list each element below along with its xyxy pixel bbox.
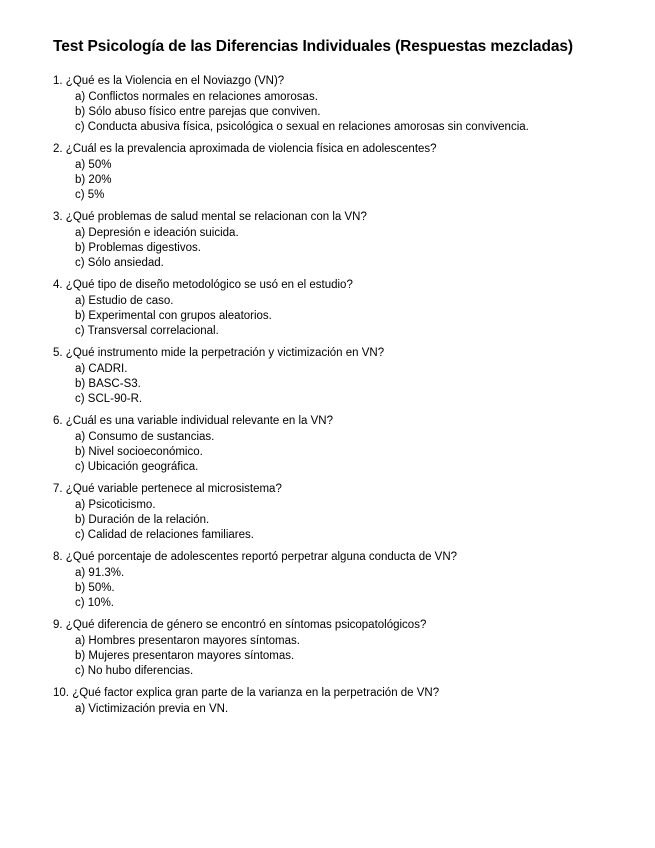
question-item [53,345,633,407]
option-a: a) Psicoticismo. [75,499,156,511]
question-line [53,73,633,89]
option-list [53,90,633,135]
option-list [53,498,633,543]
question-item [53,617,633,679]
option-a: a) 50% [75,159,112,171]
option-c: c) Conducta abusiva física, psicológica o sexual en relaciones amorosas sin convivencia. [75,121,529,133]
question-number: 5. [53,347,63,359]
question-number: 4. [53,279,63,291]
option-c: c) SCL-90-R. [75,393,143,405]
option-a: a) Conflictos normales en relaciones amorosas. [75,91,318,103]
question-text: ¿Cuál es una variable individual relevante en la VN? [65,415,334,427]
question-line [53,481,633,497]
question-item [53,141,633,203]
question-item [53,209,633,271]
option-b: b) Nivel socioeconómico. [75,446,203,458]
option-b: b) Mujeres presentaron mayores síntomas. [75,650,295,662]
question-number: 7. [53,483,63,495]
option-b: b) Duración de la relación. [75,514,210,526]
question-number: 9. [53,619,63,631]
question-number: 8. [53,551,63,563]
question-item [53,413,633,475]
option-c: c) 5% [75,189,105,201]
question-text: ¿Qué porcentaje de adolescentes reportó perpetrar alguna conducta de VN? [65,551,458,563]
question-line [53,413,633,429]
question-line [53,549,633,565]
option-list [53,294,633,339]
question-text: ¿Qué diferencia de género se encontró en síntomas psicopatológicos? [65,619,427,631]
option-b: b) BASC-S3. [75,378,141,390]
question-line [53,617,633,633]
option-list [53,226,633,271]
option-c: c) No hubo diferencias. [75,665,194,677]
question-item [53,685,633,717]
question-line [53,685,633,701]
question-text: ¿Qué es la Violencia en el Noviazgo (VN)? [65,75,285,87]
option-b: b) 50%. [75,582,115,594]
question-number: 2. [53,143,63,155]
option-a: a) Hombres presentaron mayores síntomas. [75,635,300,647]
question-number: 10. [53,687,69,699]
option-b: b) Sólo abuso físico entre parejas que conviven. [75,106,321,118]
option-a: a) Victimización previa en VN. [75,703,229,715]
question-item [53,549,633,611]
option-a: a) Consumo de sustancias. [75,431,215,443]
question-text: ¿Qué problemas de salud mental se relacionan con la VN? [65,211,367,223]
question-number: 1. [53,75,63,87]
option-c: c) Sólo ansiedad. [75,257,164,269]
option-c: c) Transversal correlacional. [75,325,219,337]
question-item [53,277,633,339]
question-item [53,481,633,543]
question-text: ¿Qué tipo de diseño metodológico se usó en el estudio? [65,279,353,291]
option-list [53,362,633,407]
question-line [53,141,633,157]
option-a: a) CADRI. [75,363,128,375]
question-text: ¿Qué instrumento mide la perpetración y victimización en VN? [65,347,385,359]
question-item [53,73,633,135]
question-number: 6. [53,415,63,427]
question-text: ¿Qué variable pertenece al microsistema? [65,483,282,495]
question-number: 3. [53,211,63,223]
document-title: Test Psicología de las Diferencias Individuales (Respuestas mezcladas) [53,38,573,55]
option-b: b) 20% [75,174,112,186]
option-c: c) 10%. [75,597,114,609]
option-c: c) Calidad de relaciones familiares. [75,529,254,541]
question-line [53,209,633,225]
question-line [53,345,633,361]
option-list [53,702,633,717]
option-b: b) Experimental con grupos aleatorios. [75,310,272,322]
option-a: a) Estudio de caso. [75,295,174,307]
option-c: c) Ubicación geográfica. [75,461,199,473]
option-list [53,430,633,475]
option-list [53,566,633,611]
option-list [53,634,633,679]
option-a: a) 91.3%. [75,567,125,579]
option-b: b) Problemas digestivos. [75,242,201,254]
question-text: ¿Cuál es la prevalencia aproximada de violencia física en adolescentes? [65,143,437,155]
option-a: a) Depresión e ideación suicida. [75,227,239,239]
question-list [53,73,633,723]
question-text: ¿Qué factor explica gran parte de la varianza en la perpetración de VN? [72,687,440,699]
option-list [53,158,633,203]
question-line [53,277,633,293]
